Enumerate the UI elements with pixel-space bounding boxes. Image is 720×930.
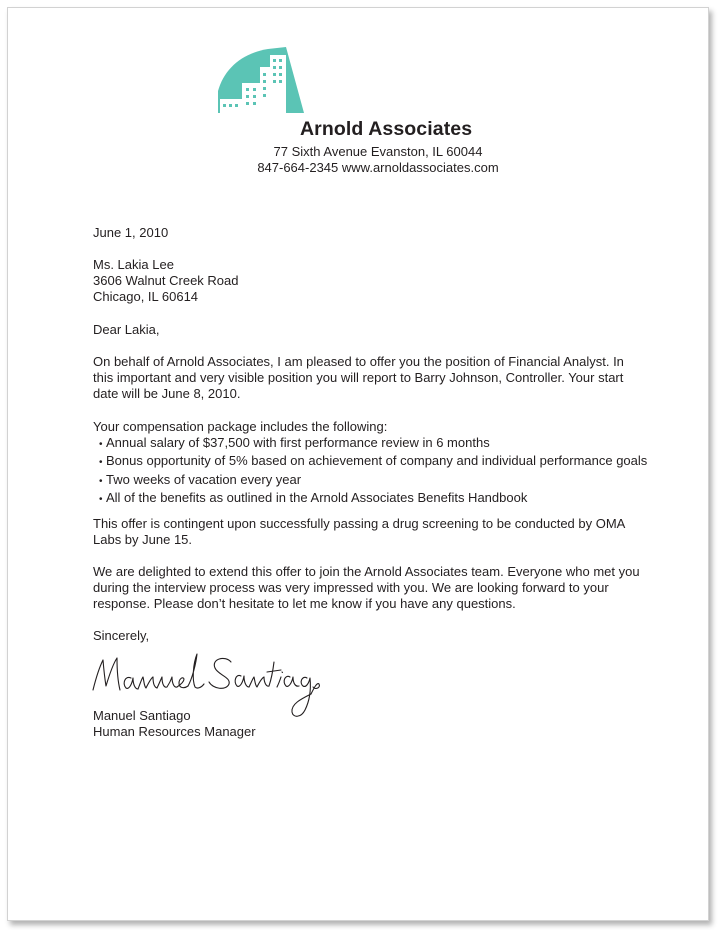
company-logo-icon — [212, 43, 308, 135]
compensation-list — [93, 435, 668, 508]
sign-off: Sincerely, — [93, 628, 150, 643]
signatory-title: Human Resources Manager — [93, 724, 256, 740]
compensation-section — [93, 419, 668, 508]
recipient-street: 3606 Walnut Creek Road — [93, 273, 239, 289]
letter-page — [7, 7, 709, 921]
list-item: • Annual salary of $37,500 with first performance review in 6 months — [99, 435, 668, 453]
company-phone-website: 847-664-2345 www.arnoldassociates.com — [257, 160, 499, 175]
signatory-block — [93, 708, 668, 740]
recipient-address — [93, 257, 668, 306]
recipient-name: Ms. Lakia Lee — [93, 257, 174, 272]
recipient-city: Chicago, IL 60614 — [93, 289, 199, 305]
list-item: • Two weeks of vacation every year — [99, 472, 668, 490]
letter-date: June 1, 2010 — [93, 225, 169, 240]
list-item: • Bonus opportunity of 5% based on achievement of company and individual performance goals — [99, 453, 668, 471]
company-address: 77 Sixth Avenue Evanston, IL 60044 — [273, 144, 483, 159]
compensation-intro: Your compensation package includes the following: — [93, 419, 388, 434]
list-item: • All of the benefits as outlined in the Arnold Associates Benefits Handbook — [99, 490, 668, 508]
company-name: Arnold Associates — [300, 118, 473, 140]
offer-paragraph: On behalf of Arnold Associates, I am pleased to offer you the position of Financial Analyst. In this important and very visible position you will report to Barry Johnson, Controller. Your start date will be June 8, 2010. — [93, 354, 624, 402]
signatory-name: Manuel Santiago — [93, 708, 191, 723]
salutation: Dear Lakia, — [93, 322, 160, 337]
closing-paragraph: We are delighted to extend this offer to join the Arnold Associates team. Everyone who met you during the interview process was very impressed with you. We are looking forward to your response. Please don’t hesitate to let me know if you have any questions. — [93, 564, 640, 612]
contingency-paragraph: This offer is contingent upon successfully passing a drug screening to be conducted by OMA Labs by June 15. — [93, 516, 626, 548]
